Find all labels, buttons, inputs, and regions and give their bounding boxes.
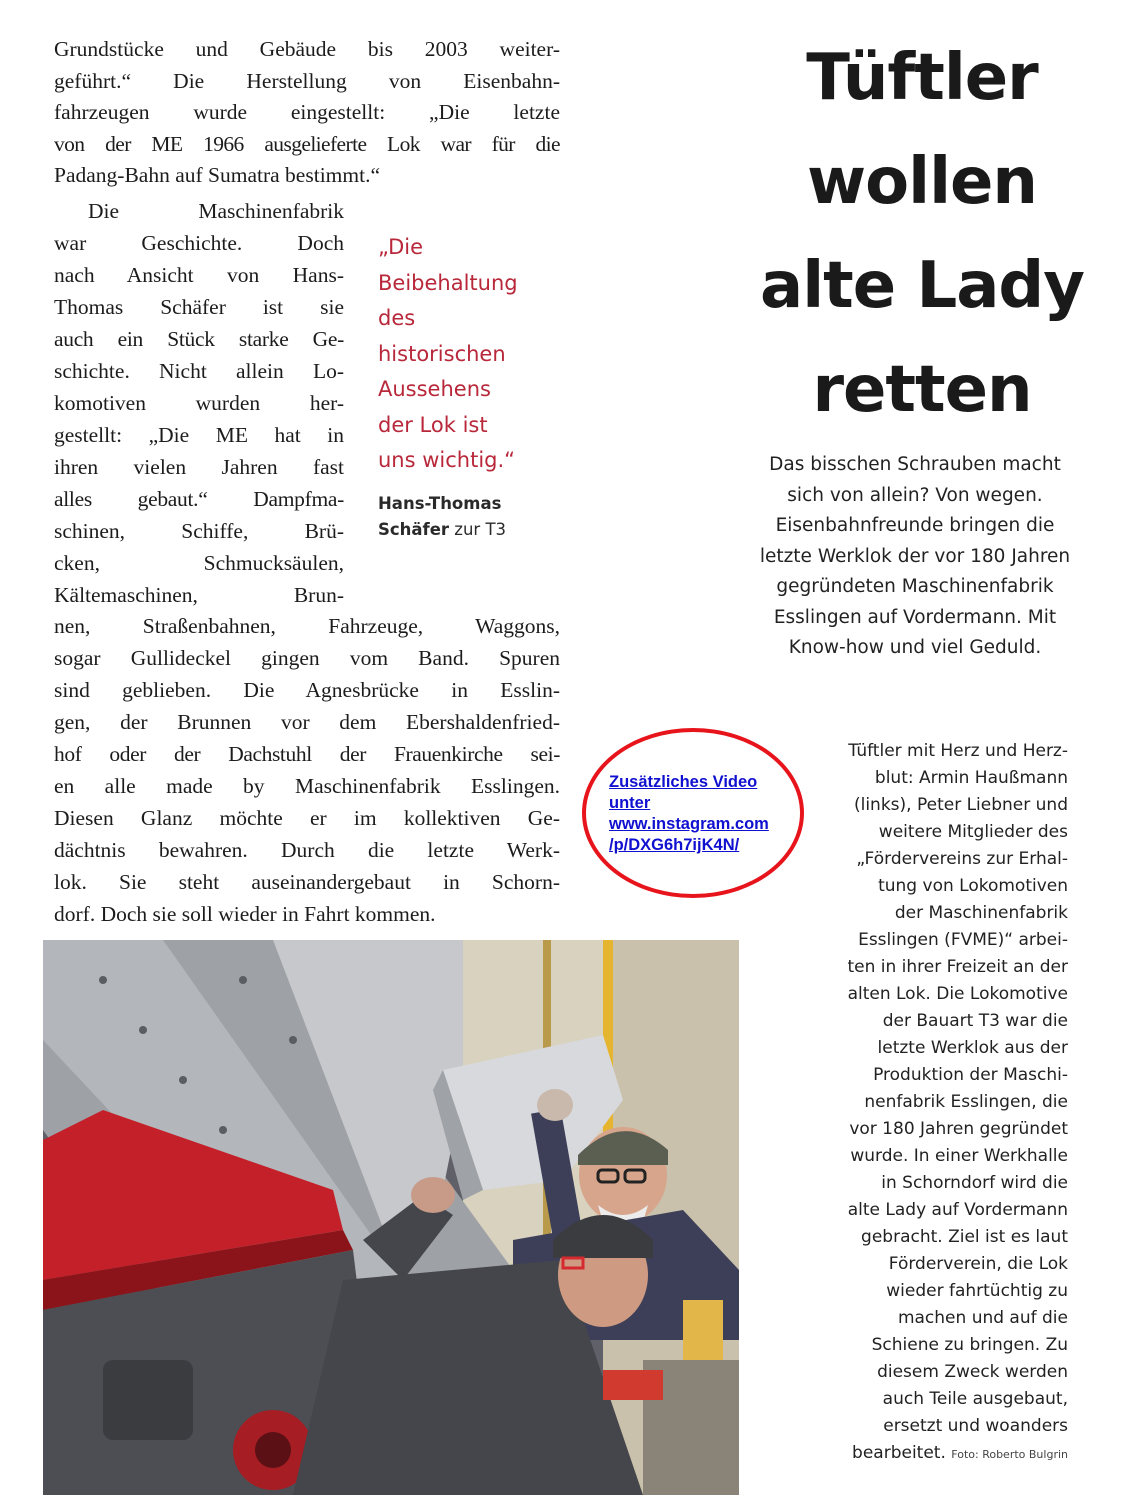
article-line: fahrzeugen wurde eingestellt: „Die letzte: [54, 100, 560, 124]
caption-line: diesem Zweck werden: [877, 1362, 1068, 1382]
author-first-line: Hans-Thomas: [378, 493, 502, 513]
article-column-top: [54, 34, 560, 192]
article-line: Grundstücke und Gebäude bis 2003 weiter-: [54, 37, 560, 61]
link-line: unter: [609, 794, 651, 812]
teaser: [735, 450, 1095, 664]
link-line: www.instagram.com: [609, 815, 769, 833]
caption-line: Förderverein, die Lok: [888, 1254, 1068, 1274]
article-line: sind geblieben. Die Agnesbrücke in Esslin-: [54, 678, 560, 702]
caption-line: Tüftler mit Herz und Herz-: [848, 741, 1068, 761]
caption-line: in Schorndorf wird die: [881, 1173, 1068, 1193]
caption-line: auch Teile ausgebaut,: [882, 1389, 1068, 1409]
link-line: /p/DXG6h7ijK4N/: [609, 836, 740, 854]
article-line: nen, Straßenbahnen, Fahrzeuge, Waggons,: [54, 614, 560, 638]
quote-line: Beibehaltung: [378, 270, 518, 295]
pull-quote: [378, 230, 568, 543]
caption-line: nenfabrik Esslingen, die: [864, 1092, 1068, 1112]
article-line: gen, der Brunnen vor dem Ebershaldenfried-: [54, 710, 560, 734]
pull-quote-text: [378, 230, 568, 479]
article-line: gestellt: „Die ME hat in: [54, 423, 344, 447]
pull-quote-author: [378, 491, 568, 543]
quote-line: historischen: [378, 341, 506, 366]
caption-line: machen und auf die: [897, 1308, 1068, 1328]
headline-line: Tüftler: [806, 41, 1038, 115]
caption-line: alte Lady auf Vordermann: [847, 1200, 1068, 1220]
instagram-video-link[interactable]: [609, 772, 799, 856]
caption-line-last: [790, 1440, 1068, 1468]
teaser-line: gegründeten Maschinenfabrik: [776, 576, 1054, 597]
article-column-narrow: [54, 195, 344, 611]
caption-line: der Bauart T3 war die: [882, 1011, 1068, 1031]
workshop-photo-illustration: [43, 940, 739, 1495]
article-line: Kältemaschinen, Brun-: [54, 583, 344, 607]
headline-line: retten: [812, 353, 1032, 427]
caption-line: alten Lok. Die Lokomotive: [847, 984, 1068, 1004]
link-line: Zusätzliches Video: [609, 773, 758, 791]
caption-line: (links), Peter Liebner und: [853, 795, 1068, 815]
article-column-bottom: [54, 610, 560, 930]
headline-line: wollen: [807, 145, 1037, 219]
author-context: zur T3: [449, 519, 507, 539]
teaser-line: letzte Werklok der vor 180 Jahren: [759, 545, 1071, 567]
caption-line: „Fördervereins zur Erhal-: [856, 849, 1068, 869]
article-line: Diesen Glanz möchte er im kollektiven Ge-: [54, 806, 560, 830]
caption-line: wieder fahrtüchtig zu: [886, 1281, 1068, 1301]
quote-line: der Lok ist: [378, 412, 488, 437]
caption-line: ten in ihrer Freizeit an der: [847, 957, 1068, 977]
article-line: war Geschichte. Doch: [54, 231, 344, 255]
caption-line: weitere Mitglieder des: [878, 822, 1068, 842]
caption-line: der Maschinenfabrik: [894, 903, 1068, 923]
caption-line: vor 180 Jahren gegründet: [849, 1119, 1068, 1139]
article-line: dächtnis bewahren. Durch die letzte Werk-: [54, 838, 560, 862]
quote-line: Aussehens: [378, 377, 491, 401]
photo-caption: [790, 738, 1068, 1468]
article-line: geführt.“ Die Herstellung von Eisenbahn-: [54, 68, 560, 93]
caption-line: Produktion der Maschi-: [873, 1065, 1068, 1085]
article-line: alles gebaut.“ Dampfma-: [54, 487, 344, 511]
article-line: von der ME 1966 ausgelieferte Lok war für die: [54, 131, 560, 156]
caption-line: wurde. In einer Werkhalle: [850, 1146, 1068, 1166]
quote-line: des: [378, 306, 416, 330]
article-line: en alle made by Maschinenfabrik Esslingen.: [54, 774, 560, 798]
article-line: dorf. Doch sie soll wieder in Fahrt kommen.: [54, 902, 436, 926]
article-line: nach Ansicht von Hans-: [54, 263, 344, 287]
article-line: schichte. Nicht allein Lo-: [54, 359, 344, 383]
article-line: sogar Gullideckel gingen vom Band. Spuren: [54, 646, 560, 670]
article-line: schinen, Schiffe, Brü-: [54, 519, 344, 543]
article-line: auch ein Stück starke Ge-: [54, 327, 344, 351]
caption-line: Esslingen (FVME)“ arbei-: [858, 930, 1068, 950]
teaser-line: Esslingen auf Vordermann. Mit: [773, 606, 1057, 628]
teaser-line: Know-how und viel Geduld.: [788, 637, 1042, 658]
headline-line: alte Lady: [760, 249, 1084, 323]
caption-line: Schiene zu bringen. Zu: [871, 1335, 1068, 1355]
caption-line: letzte Werklok aus der: [877, 1038, 1068, 1058]
caption-line: gebracht. Ziel ist es laut: [861, 1227, 1068, 1247]
caption-line: tung von Lokomotiven: [878, 876, 1068, 896]
caption-line: blut: Armin Haußmann: [874, 768, 1068, 788]
article-line: hof oder der Dachstuhl der Frauenkirche sei-: [54, 742, 560, 766]
photo-credit: Foto: Roberto Bulgrin: [951, 1448, 1068, 1461]
article-line: cken, Schmucksäulen,: [54, 551, 344, 575]
headline: [742, 26, 1102, 442]
quote-line: uns wichtig.“: [378, 448, 516, 472]
article-line: Padang-Bahn auf Sumatra bestimmt.“: [54, 163, 381, 187]
author-last-name: Schäfer: [378, 519, 450, 539]
article-line: Die Maschinenfabrik: [88, 199, 344, 223]
article-line: Thomas Schäfer ist sie: [54, 295, 344, 319]
caption-line: ersetzt und woanders: [883, 1416, 1068, 1436]
quote-line: „Die: [378, 235, 424, 259]
article-line: komotiven wurden her-: [54, 391, 344, 415]
article-line: lok. Sie steht auseinandergebaut in Schorn-: [54, 870, 560, 894]
teaser-line: sich von allein? Von wegen.: [787, 484, 1043, 506]
workshop-photo: [43, 940, 739, 1495]
caption-last-words: bearbeitet.: [852, 1443, 946, 1463]
teaser-line: Eisenbahnfreunde bringen die: [775, 515, 1055, 536]
teaser-line: Das bisschen Schrauben macht: [769, 454, 1061, 475]
article-line: ihren vielen Jahren fast: [54, 455, 344, 479]
